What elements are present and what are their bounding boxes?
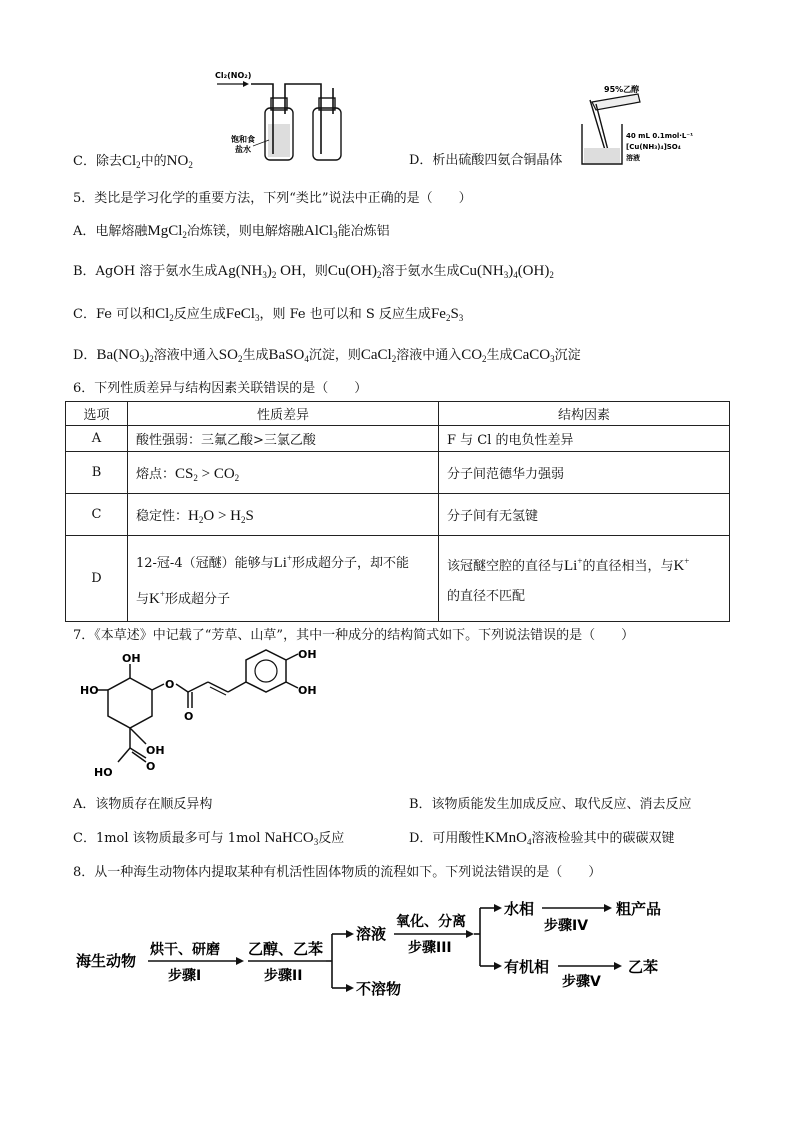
svg-text:步骤III: 步骤III — [408, 940, 452, 956]
q7-option-a: A．该物质存在顺反异构 — [73, 797, 213, 812]
solution-label-2: 溶液 — [626, 154, 640, 162]
liquid-label-1: 饱和食 — [231, 135, 255, 144]
ethanol-label: 95%乙醇 — [604, 85, 640, 94]
svg-text:步骤V: 步骤V — [562, 974, 601, 990]
figure-gas-label: Cl₂(NO₂) — [215, 71, 252, 80]
node-crude: 粗产品 — [616, 900, 662, 918]
svg-text:氧化、分离: 氧化、分离 — [396, 914, 466, 930]
volume-label: 40 mL 0.1mol·L⁻¹ — [626, 132, 694, 140]
svg-text:HO: HO — [80, 684, 99, 697]
q5-stem: 5．类比是学习化学的重要方法，下列“类比”说法中正确的是（ ） — [73, 191, 472, 206]
q5-option-d: D．$Ba(NO_3)_2$溶液中通入$SO_2$生成BaSO$_4$沉淀，则CaCl$_2$溶液中通入$CO_2$生成CaCO$_3$沉淀 — [73, 347, 581, 364]
molecule-structure — [80, 648, 340, 788]
table-row: A 酸性强弱：三氟乙酸>三氯乙酸 F 与 Cl 的电负性差异 — [66, 426, 730, 452]
table-row: C 稳定性：$H_2O > H_2S$ 分子间有无氢键 — [66, 494, 730, 536]
beaker-figure — [578, 80, 708, 170]
q7-option-c: C．1mol 该物质最多可与 1mol NaHCO$_3$反应 — [73, 830, 345, 847]
q6-table — [65, 401, 730, 622]
q5-option-c: C．Fe 可以和$Cl_2$反应生成FeCl$_3$，则 Fe 也可以和 S 反应生成$Fe_2S_3$ — [73, 306, 464, 323]
flow-diagram — [76, 894, 716, 1004]
node-water: 水相 — [504, 900, 535, 918]
svg-text:烘干、研磨: 烘干、研磨 — [150, 942, 220, 958]
svg-text:OH: OH — [146, 744, 165, 757]
q7-option-b: B．该物质能发生加成反应、取代反应、消去反应 — [409, 797, 692, 812]
node-organic: 有机相 — [504, 958, 550, 976]
svg-text:OH: OH — [122, 652, 141, 665]
svg-text:O: O — [165, 678, 175, 691]
node-solvent: 乙醇、乙苯 — [248, 940, 324, 958]
q6-stem: 6．下列性质差异与结构因素关联错误的是（ ） — [73, 381, 368, 396]
liquid-label-2: 盐水 — [235, 145, 251, 154]
node-start: 海生动物 — [76, 952, 137, 970]
q4-option-c: C．除去$Cl_2$中的$NO_2$ — [73, 153, 193, 170]
node-insoluble: 不溶物 — [356, 980, 402, 998]
table-row: D 12-冠-4（冠醚）能够与Li+形成超分子，却不能 与K+形成超分子 该冠醚空腔的直径与Li+的直径相当，与K+ 的直径不匹配 — [66, 536, 730, 622]
svg-text:HO: HO — [94, 766, 113, 779]
node-solution: 溶液 — [356, 925, 387, 943]
svg-text:OH: OH — [298, 648, 317, 661]
svg-text:OH: OH — [298, 684, 317, 697]
q4-option-d: D．析出硫酸四氨合铜晶体 — [409, 153, 563, 168]
header-option: 选项 — [66, 402, 128, 426]
solution-label: [Cu(NH₃)₄]SO₄ — [626, 143, 681, 151]
node-benzene: 乙苯 — [628, 958, 659, 976]
table-row: B 熔点：$CS_2 > CO_2$ 分子间范德华力强弱 — [66, 452, 730, 494]
header-property: 性质差异 — [128, 402, 439, 426]
table-header-row — [66, 402, 730, 426]
q7-stem: 7．《本草述》中记载了“芳草、山草”，其中一种成分的结构简式如下。下列说法错误的是（ ） — [73, 628, 635, 643]
q7-option-d: D．可用酸性KMnO$_4$溶液检验其中的碳碳双键 — [409, 830, 675, 847]
q8-stem: 8．从一种海生动物体内提取某种有机活性固体物质的流程如下。下列说法错误的是（ ） — [73, 865, 602, 880]
svg-text:步骤I: 步骤I — [168, 968, 202, 984]
gas-washing-bottles-figure — [215, 68, 355, 168]
header-structure: 结构因素 — [439, 402, 730, 426]
q5-option-b: B．AgOH 溶于氨水生成$Ag(NH_3)_2$ OH，则$Cu(OH)_2$溶于氨水生成$Cu(NH_3)_4(OH)_2$ — [73, 263, 554, 280]
svg-text:O: O — [146, 760, 156, 773]
q5-option-a: A．电解熔融MgCl$_2$冶炼镁，则电解熔融AlCl$_3$能冶炼铝 — [73, 223, 390, 240]
svg-text:步骤II: 步骤II — [264, 968, 303, 984]
svg-text:步骤IV: 步骤IV — [544, 918, 589, 934]
svg-text:O: O — [184, 710, 194, 723]
